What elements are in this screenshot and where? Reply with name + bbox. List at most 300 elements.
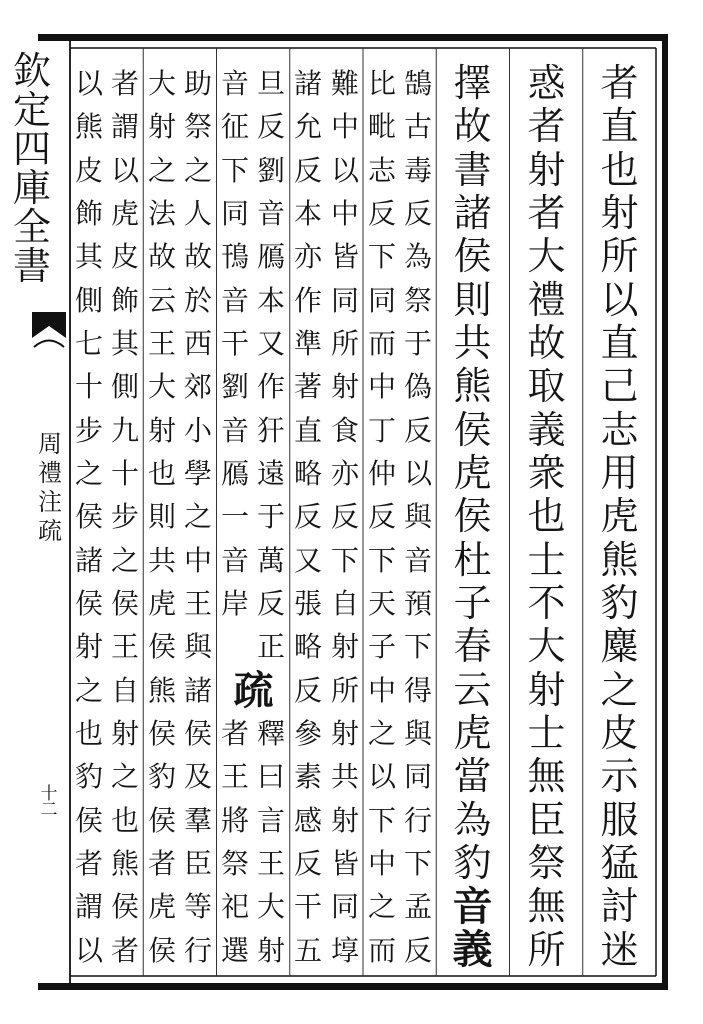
glyph: 祭 xyxy=(527,840,566,885)
glyph: 萬 xyxy=(256,543,285,577)
glyph: 侯 xyxy=(453,234,492,279)
glyph: 言 xyxy=(256,803,285,837)
glyph: 侯 xyxy=(183,716,212,750)
glyph: 難 xyxy=(330,67,359,100)
glyph: 比 xyxy=(367,67,396,100)
glyph: 劉 xyxy=(256,153,285,187)
glyph: 遠 xyxy=(256,456,285,490)
shu-column-1-left xyxy=(217,712,253,972)
glyph: 侯 xyxy=(110,586,139,620)
glyph: 二 xyxy=(40,800,58,820)
glyph: 之 xyxy=(74,673,103,707)
glyph: 飾 xyxy=(110,283,139,317)
glyph: 虎 xyxy=(147,890,176,924)
glyph: 諸 xyxy=(293,67,322,100)
glyph: 干 xyxy=(293,890,322,924)
glyph: 西 xyxy=(183,326,212,360)
glyph: 飾 xyxy=(74,196,103,230)
glyph: 於 xyxy=(183,283,212,317)
glyph: 虎 xyxy=(453,450,492,495)
glyph: 劉 xyxy=(220,370,249,404)
glyph: 己 xyxy=(600,364,639,409)
glyph: 參 xyxy=(293,716,322,750)
glyph: 皮 xyxy=(74,153,103,187)
commentary-column-1 xyxy=(583,62,656,972)
glyph: 春 xyxy=(453,624,492,669)
glyph: 也 xyxy=(110,803,139,837)
glyph: 下 xyxy=(367,803,396,837)
glyph: 者 xyxy=(110,67,139,100)
glyph: 步 xyxy=(110,500,139,534)
glyph: 亦 xyxy=(330,456,359,490)
glyph: 射 xyxy=(256,933,285,967)
yinyi-note-column-1-left xyxy=(364,62,400,972)
yinyi-note-column-2-left xyxy=(290,62,326,972)
glyph: 以 xyxy=(367,760,396,794)
glyph: 謂 xyxy=(110,110,139,144)
glyph: 鴈 xyxy=(220,456,249,490)
glyph: 鵠 xyxy=(403,67,432,100)
glyph: 直 xyxy=(600,320,639,365)
glyph: 者 xyxy=(220,717,249,750)
glyph: 又 xyxy=(256,326,285,360)
glyph: 反 xyxy=(403,196,432,230)
glyph: 皆 xyxy=(330,240,359,274)
glyph: 之 xyxy=(600,667,639,712)
glyph: 之 xyxy=(74,456,103,490)
glyph: 侯 xyxy=(74,586,103,620)
glyph: 同 xyxy=(220,196,249,230)
glyph: 作 xyxy=(293,283,322,317)
glyph: 豹 xyxy=(147,760,176,794)
glyph: 故 xyxy=(183,240,212,274)
glyph: 之 xyxy=(147,153,176,187)
yinyi-label xyxy=(436,885,509,972)
glyph: 所 xyxy=(330,673,359,707)
glyph: 謂 xyxy=(74,890,103,924)
glyph: 士 xyxy=(527,537,566,582)
shu-column-3-left xyxy=(71,62,107,972)
glyph: 全 xyxy=(12,205,51,249)
glyph: 王 xyxy=(183,586,212,620)
glyph: 侯 xyxy=(74,500,103,534)
glyph: 射 xyxy=(330,630,359,664)
glyph: 下 xyxy=(403,846,432,880)
series-title-clip xyxy=(12,49,66,302)
glyph: 羣 xyxy=(183,803,212,837)
glyph: 孟 xyxy=(403,890,432,924)
glyph: 為 xyxy=(403,240,432,274)
glyph: 周 xyxy=(38,430,62,458)
glyph: 埻 xyxy=(330,933,359,967)
glyph: 反 xyxy=(367,196,396,230)
glyph: 者 xyxy=(74,846,103,880)
glyph: 示 xyxy=(600,754,639,799)
glyph: 熊 xyxy=(74,110,103,144)
glyph: 杜 xyxy=(453,537,492,582)
glyph: 義 xyxy=(527,407,566,452)
glyph: 子 xyxy=(453,580,492,625)
glyph: 射 xyxy=(600,190,639,235)
shu-column-2-left xyxy=(144,62,180,972)
glyph: 法 xyxy=(147,196,176,230)
glyph: 反 xyxy=(256,110,285,144)
glyph: 同 xyxy=(367,283,396,317)
glyph: 迷 xyxy=(600,927,639,972)
glyph: 祭 xyxy=(403,283,432,317)
glyph: 祀 xyxy=(220,890,249,924)
glyph: 服 xyxy=(600,797,639,842)
glyph: 五 xyxy=(293,933,322,967)
glyph: 下 xyxy=(220,153,249,187)
glyph: 祭 xyxy=(183,110,212,144)
glyph: 書 xyxy=(453,147,492,192)
glyph: 而 xyxy=(367,933,396,967)
glyph: 中 xyxy=(183,543,212,577)
glyph: 共 xyxy=(330,760,359,794)
fish-tail-mark xyxy=(32,312,66,338)
glyph: 得 xyxy=(403,673,432,707)
glyph: 同 xyxy=(330,283,359,317)
glyph: 王 xyxy=(110,630,139,664)
glyph: 王 xyxy=(256,846,285,880)
glyph: 選 xyxy=(220,933,249,967)
glyph: 而 xyxy=(367,326,396,360)
glyph: 之 xyxy=(110,543,139,577)
glyph: 皮 xyxy=(600,710,639,755)
glyph: 以 xyxy=(74,67,103,100)
glyph: 疏 xyxy=(38,517,62,545)
glyph: 所 xyxy=(330,326,359,360)
glyph: 則 xyxy=(453,277,492,322)
glyph: 音 xyxy=(256,196,285,230)
glyph: 釋 xyxy=(256,717,285,750)
glyph: 虎 xyxy=(110,196,139,230)
glyph: 云 xyxy=(453,667,492,712)
glyph: 也 xyxy=(600,147,639,192)
shu-column-1-right xyxy=(253,712,289,972)
glyph: 音 xyxy=(220,543,249,577)
glyph: 當 xyxy=(453,754,492,799)
glyph: 于 xyxy=(256,500,285,534)
glyph: 用 xyxy=(600,450,639,495)
glyph: 也 xyxy=(147,456,176,490)
glyph: 無 xyxy=(527,754,566,799)
glyph: 欽 xyxy=(12,49,51,93)
glyph: 者 xyxy=(110,933,139,967)
glyph: 志 xyxy=(600,407,639,452)
glyph: 庫 xyxy=(12,166,51,210)
glyph: 本 xyxy=(256,283,285,317)
glyph: 之 xyxy=(110,760,139,794)
glyph: 射 xyxy=(74,630,103,664)
glyph: 準 xyxy=(293,326,322,360)
glyph: 射 xyxy=(330,716,359,750)
glyph: 惑 xyxy=(527,61,566,105)
yinyi-note-column-2-right xyxy=(327,62,363,972)
glyph: 作 xyxy=(256,370,285,404)
series-title xyxy=(10,49,54,288)
glyph: 虎 xyxy=(453,710,492,755)
glyph: 故 xyxy=(453,104,492,149)
glyph: 偽 xyxy=(403,370,432,404)
glyph: 侯 xyxy=(74,803,103,837)
glyph: 助 xyxy=(183,67,212,100)
glyph: 王 xyxy=(220,760,249,794)
glyph: 征 xyxy=(220,110,249,144)
glyph: 十 xyxy=(74,370,103,404)
yinyi-note-column-3-right xyxy=(253,62,289,669)
glyph: 大 xyxy=(527,234,566,279)
glyph: 取 xyxy=(527,364,566,409)
glyph: 反 xyxy=(403,413,432,447)
glyph: 古 xyxy=(403,110,432,144)
glyph: 諸 xyxy=(453,190,492,235)
glyph: 侯 xyxy=(453,494,492,539)
glyph: 者 xyxy=(527,104,566,149)
glyph: 熊 xyxy=(147,673,176,707)
shu-label: 疏 xyxy=(233,667,274,714)
glyph: 音 xyxy=(220,283,249,317)
glyph: 射 xyxy=(330,803,359,837)
glyph: 禮 xyxy=(38,459,62,487)
glyph: 以 xyxy=(330,153,359,187)
glyph: 下 xyxy=(330,543,359,577)
glyph: 熊 xyxy=(453,364,492,409)
glyph: 虎 xyxy=(600,494,639,539)
glyph: 侯 xyxy=(147,630,176,664)
glyph: 中 xyxy=(367,673,396,707)
glyph: 侯 xyxy=(147,803,176,837)
glyph: 反 xyxy=(293,846,322,880)
glyph: 音 xyxy=(403,543,432,577)
glyph: 其 xyxy=(110,326,139,360)
glyph: 犴 xyxy=(256,413,285,447)
glyph: 射 xyxy=(110,716,139,750)
glyph: 定 xyxy=(12,88,51,132)
glyph: 射 xyxy=(330,370,359,404)
glyph: 豹 xyxy=(600,580,639,625)
glyph: 共 xyxy=(147,543,176,577)
glyph: 豹 xyxy=(453,840,492,885)
frame-top-thick-line xyxy=(38,34,668,41)
glyph: 中 xyxy=(330,110,359,144)
glyph: 皮 xyxy=(110,240,139,274)
glyph: 岸 xyxy=(220,586,249,620)
glyph: 七 xyxy=(74,326,103,360)
glyph: 故 xyxy=(527,320,566,365)
glyph: 略 xyxy=(293,630,322,664)
glyph: 音 xyxy=(220,413,249,447)
glyph: 本 xyxy=(293,196,322,230)
glyph: 虎 xyxy=(147,586,176,620)
glyph: 諸 xyxy=(74,543,103,577)
glyph: 書 xyxy=(12,244,51,288)
glyph: 行 xyxy=(183,933,212,967)
glyph: 曰 xyxy=(256,760,285,794)
glyph: 麋 xyxy=(600,624,639,669)
glyph: 之 xyxy=(183,500,212,534)
glyph: 等 xyxy=(183,890,212,924)
glyph: 鴈 xyxy=(256,240,285,274)
glyph: 志 xyxy=(367,153,396,187)
glyph: 也 xyxy=(527,494,566,539)
frame-bottom-thick-line xyxy=(38,983,668,990)
glyph: 以 xyxy=(110,153,139,187)
glyph: 鳱 xyxy=(220,240,249,274)
glyph: 侯 xyxy=(147,933,176,967)
shu-column-2-right xyxy=(180,62,216,972)
glyph: 中 xyxy=(330,196,359,230)
fish-tail-arc xyxy=(34,341,64,348)
glyph: 小 xyxy=(183,413,212,447)
glyph: 側 xyxy=(110,370,139,404)
glyph: 仲 xyxy=(367,456,396,490)
glyph: 反 xyxy=(367,500,396,534)
glyph: 十 xyxy=(40,784,58,804)
glyph: 人 xyxy=(183,196,212,230)
glyph: 衆 xyxy=(527,450,566,495)
glyph: 音 xyxy=(220,67,249,100)
glyph: 允 xyxy=(293,110,322,144)
glyph: 亦 xyxy=(293,240,322,274)
glyph: 郊 xyxy=(183,370,212,404)
glyph: 下 xyxy=(367,543,396,577)
glyph: 注 xyxy=(38,488,62,516)
glyph: 直 xyxy=(293,413,322,447)
glyph: 旦 xyxy=(256,67,285,100)
frame-right-thick-line xyxy=(662,34,668,990)
book-title xyxy=(35,430,65,546)
glyph: 與 xyxy=(183,630,212,664)
glyph: 射 xyxy=(527,147,566,192)
glyph: 直 xyxy=(600,104,639,149)
yinyi-note-column-1-right xyxy=(400,62,436,972)
glyph: 以 xyxy=(74,933,103,967)
glyph: 云 xyxy=(147,283,176,317)
glyph: 者 xyxy=(527,190,566,235)
glyph: 大 xyxy=(256,890,285,924)
glyph: 反 xyxy=(256,586,285,620)
glyph: 同 xyxy=(330,890,359,924)
glyph: 側 xyxy=(74,283,103,317)
glyph: 反 xyxy=(403,933,432,967)
glyph: 諸 xyxy=(183,673,212,707)
glyph: 射 xyxy=(527,667,566,712)
glyph: 討 xyxy=(600,884,639,929)
glyph: 禮 xyxy=(527,277,566,322)
glyph: 干 xyxy=(220,326,249,360)
glyph: 預 xyxy=(403,586,432,620)
glyph: 共 xyxy=(453,320,492,365)
glyph: 與 xyxy=(403,716,432,750)
glyph: 下 xyxy=(367,240,396,274)
glyph: 為 xyxy=(453,797,492,842)
glyph: 反 xyxy=(293,500,322,534)
glyph: 也 xyxy=(74,716,103,750)
glyph: 所 xyxy=(600,234,639,279)
page-number xyxy=(36,786,62,818)
glyph: 同 xyxy=(403,760,432,794)
glyph: 豹 xyxy=(74,760,103,794)
glyph: 故 xyxy=(147,240,176,274)
glyph: 熊 xyxy=(600,537,639,582)
glyph: 猛 xyxy=(600,840,639,885)
glyph: 以 xyxy=(600,277,639,322)
glyph: 者 xyxy=(147,846,176,880)
glyph: 將 xyxy=(220,803,249,837)
commentary-column-3 xyxy=(436,62,509,885)
glyph: 十 xyxy=(110,456,139,490)
glyph: 射 xyxy=(147,110,176,144)
glyph: 子 xyxy=(367,630,396,664)
glyph: 之 xyxy=(183,153,212,187)
glyph: 大 xyxy=(147,67,176,100)
glyph: 者 xyxy=(600,61,639,105)
glyph: 義 xyxy=(452,926,493,974)
glyph: 中 xyxy=(367,370,396,404)
glyph: 其 xyxy=(74,240,103,274)
glyph: 大 xyxy=(527,624,566,669)
glyph: 大 xyxy=(147,370,176,404)
glyph: 無 xyxy=(527,884,566,929)
glyph: 毗 xyxy=(367,110,396,144)
glyph: 步 xyxy=(74,413,103,447)
glyph: 毒 xyxy=(403,153,432,187)
glyph: 臣 xyxy=(527,797,566,842)
glyph: 之 xyxy=(367,890,396,924)
glyph: 于 xyxy=(403,326,432,360)
glyph: 天 xyxy=(367,586,396,620)
glyph: 反 xyxy=(330,500,359,534)
glyph: 感 xyxy=(293,803,322,837)
glyph: 張 xyxy=(293,586,322,620)
glyph: 九 xyxy=(110,413,139,447)
glyph: 侯 xyxy=(110,890,139,924)
glyph: 反 xyxy=(293,153,322,187)
glyph: 四 xyxy=(12,127,51,171)
glyph: 皆 xyxy=(330,846,359,880)
glyph: 學 xyxy=(183,456,212,490)
glyph: 以 xyxy=(403,456,432,490)
glyph: 祭 xyxy=(220,846,249,880)
glyph: 自 xyxy=(330,586,359,620)
glyph: 著 xyxy=(293,370,322,404)
glyph: 自 xyxy=(110,673,139,707)
glyph: 音 xyxy=(452,883,493,930)
glyph: 士 xyxy=(527,710,566,755)
glyph: 與 xyxy=(403,500,432,534)
glyph: 中 xyxy=(367,846,396,880)
glyph: 又 xyxy=(293,543,322,577)
glyph: 擇 xyxy=(453,61,492,105)
glyph: 下 xyxy=(403,630,432,664)
glyph: 之 xyxy=(367,716,396,750)
glyph: 則 xyxy=(147,500,176,534)
shu-column-3-right xyxy=(107,62,143,972)
glyph: 略 xyxy=(293,456,322,490)
glyph: 臣 xyxy=(183,846,212,880)
glyph: 丁 xyxy=(367,413,396,447)
glyph: 一 xyxy=(220,500,249,534)
glyph: 不 xyxy=(527,580,566,625)
glyph: 及 xyxy=(183,760,212,794)
glyph: 熊 xyxy=(110,846,139,880)
commentary-column-2 xyxy=(510,62,583,972)
glyph: 反 xyxy=(293,673,322,707)
yinyi-note-column-3-left xyxy=(217,62,253,625)
glyph: 正 xyxy=(256,630,285,664)
